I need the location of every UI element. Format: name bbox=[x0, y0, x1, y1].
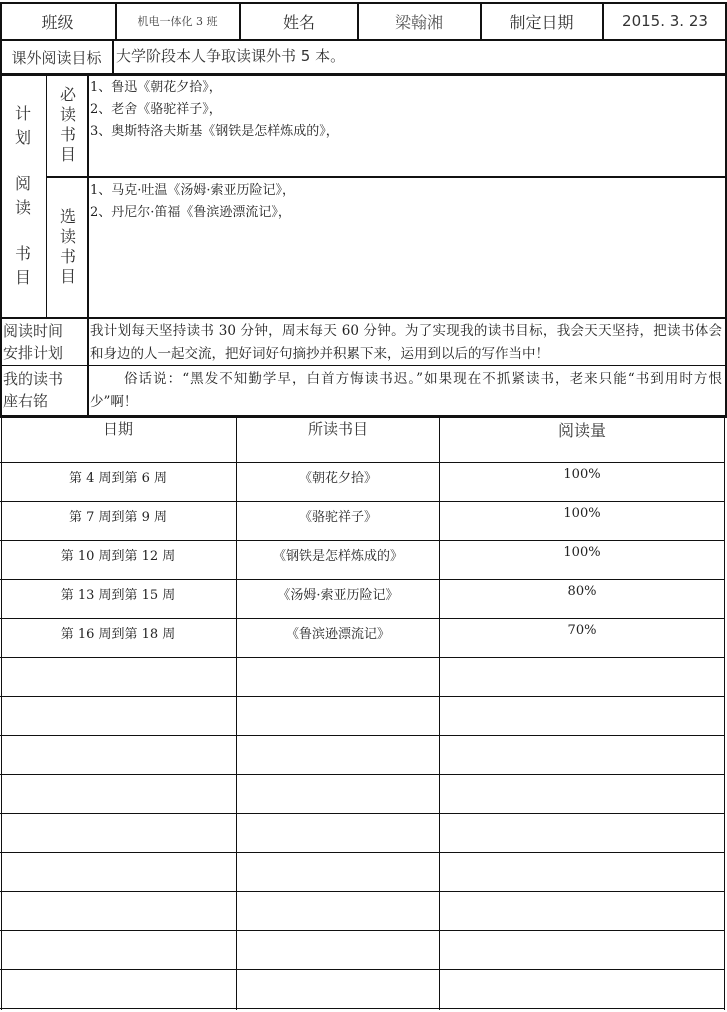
border-line bbox=[0, 852, 725, 853]
required-books-label: 必读书目 bbox=[57, 85, 77, 166]
border-line bbox=[46, 176, 727, 178]
border-line bbox=[0, 501, 725, 502]
cell-date: 第 4 周到第 6 周 bbox=[68, 471, 168, 486]
border-line bbox=[0, 540, 725, 541]
cell-amount: 70% bbox=[567, 623, 597, 638]
column-header-amount: 阅读量 bbox=[557, 421, 606, 440]
border-line bbox=[0, 969, 725, 970]
schedule-text: 我计划每天坚持读书 30 分钟，周末每天 60 分钟。为了实现我的读书目标，我会天天坚持，把读书体会和身边的人一起交流，把好词好句摘抄并积累下来，运用到以后的写作当中！ bbox=[90, 323, 722, 362]
border-line bbox=[236, 416, 237, 1010]
column-header-date: 日期 bbox=[102, 420, 133, 438]
border-line bbox=[0, 618, 725, 619]
border-line bbox=[115, 2, 117, 40]
optional-books-label-cell bbox=[46, 177, 88, 318]
cell-amount: 80% bbox=[567, 584, 597, 599]
required-book-item: 1、鲁迅《朝花夕拾》， bbox=[90, 80, 222, 95]
border-line bbox=[112, 40, 114, 74]
border-line bbox=[724, 416, 725, 1010]
cell-book: 《汤姆·索亚历险记》 bbox=[277, 588, 399, 603]
border-line bbox=[0, 365, 727, 366]
date-value: 2015. 3. 23 bbox=[622, 12, 708, 30]
border-line bbox=[602, 2, 604, 40]
border-line bbox=[0, 39, 727, 41]
cell-amount: 100% bbox=[563, 545, 601, 560]
cell-amount: 100% bbox=[563, 506, 601, 521]
optional-books-list bbox=[90, 180, 720, 224]
goal-label: 课外阅读目标 bbox=[11, 48, 102, 67]
optional-book-item: 1、马克·吐温《汤姆·索亚历险记》， bbox=[90, 183, 296, 198]
column-header-book: 所读书目 bbox=[307, 420, 368, 438]
cell-book: 《骆驼祥子》 bbox=[298, 510, 377, 525]
required-books-label-cell bbox=[46, 74, 88, 177]
border-line bbox=[0, 579, 725, 580]
required-book-item: 3、奥斯特洛夫斯基《钢铁是怎样炼成的》， bbox=[90, 124, 339, 139]
border-line bbox=[0, 2, 727, 4]
border-line bbox=[46, 74, 47, 318]
cell-date: 第 16 周到第 18 周 bbox=[60, 627, 176, 642]
border-line bbox=[1, 416, 2, 1010]
optional-book-item: 2、丹尼尔·笛福《鲁滨逊漂流记》， bbox=[90, 205, 291, 220]
border-line bbox=[0, 1008, 725, 1009]
goal-value: 大学阶段本人争取读课外书 5 本。 bbox=[116, 47, 346, 65]
border-line bbox=[0, 73, 727, 76]
optional-books-label: 选读书目 bbox=[57, 207, 77, 288]
border-line bbox=[357, 2, 359, 40]
name-value: 梁翰湘 bbox=[394, 12, 443, 32]
required-book-item: 2、老舍《骆驼祥子》， bbox=[90, 102, 222, 117]
date-label: 制定日期 bbox=[509, 12, 574, 32]
border-line bbox=[439, 416, 440, 1010]
class-value: 机电一体化 3 班 bbox=[137, 15, 218, 28]
name-label: 姓名 bbox=[282, 12, 315, 32]
cell-book: 《朝花夕拾》 bbox=[298, 471, 377, 486]
border-line bbox=[0, 696, 725, 697]
cell-book: 《鲁滨逊漂流记》 bbox=[285, 627, 390, 642]
border-line bbox=[0, 2, 2, 418]
border-line bbox=[87, 74, 89, 418]
cell-date: 第 13 周到第 15 周 bbox=[60, 588, 176, 603]
schedule-label: 阅读时间 安排计划 bbox=[3, 322, 64, 362]
border-line bbox=[0, 891, 725, 892]
motto-text: 俗话说：“黑发不知勤学早，白首方悔读书迟。”如果现在不抓紧读书，老来只能“书到用时方恨少”啊！ bbox=[90, 371, 722, 410]
required-books-list bbox=[90, 77, 720, 143]
class-label: 班级 bbox=[41, 12, 74, 32]
border-line bbox=[480, 2, 482, 40]
border-line bbox=[0, 774, 725, 775]
cell-date: 第 10 周到第 12 周 bbox=[60, 549, 176, 564]
cell-book: 《钢铁是怎样炼成的》 bbox=[272, 549, 403, 564]
cell-amount: 100% bbox=[563, 467, 601, 482]
border-line bbox=[239, 2, 241, 40]
cell-date: 第 7 周到第 9 周 bbox=[68, 510, 168, 525]
border-line bbox=[0, 735, 725, 736]
border-line bbox=[0, 930, 725, 931]
border-line bbox=[0, 317, 727, 319]
border-line bbox=[0, 415, 727, 418]
border-line bbox=[0, 813, 725, 814]
plan-section-label: 计 划 阅 读 书 目 bbox=[14, 104, 31, 287]
border-line bbox=[0, 657, 725, 658]
border-line bbox=[0, 462, 725, 463]
motto-label: 我的读书 座右铭 bbox=[3, 370, 64, 410]
